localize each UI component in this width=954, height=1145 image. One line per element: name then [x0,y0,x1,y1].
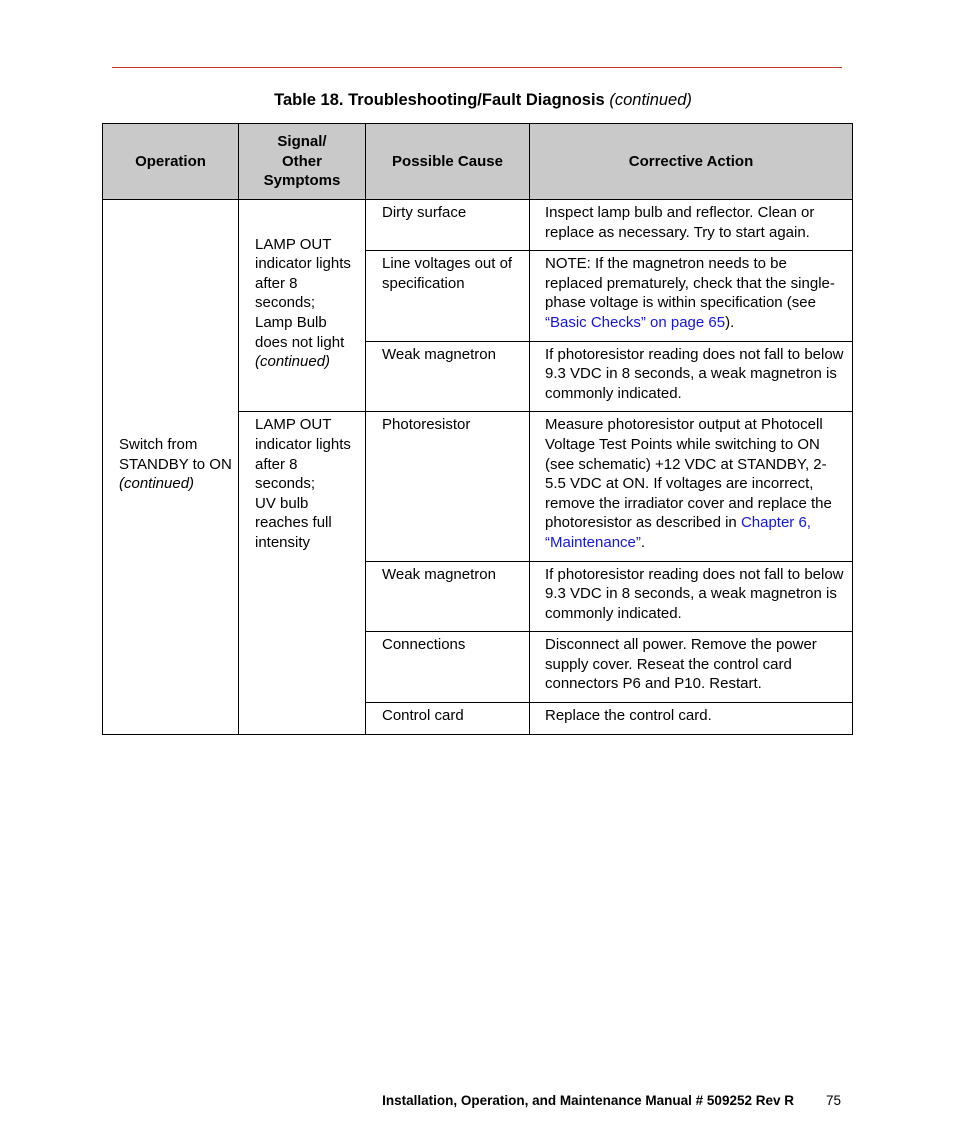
footer-manual-title: Installation, Operation, and Maintenance Manual # 509252 Rev R [382,1093,794,1108]
header-signal-line3: Symptoms [263,172,341,190]
table-header-row [103,124,853,200]
action-text: NOTE: If the magnetron needs to be replaced prematurely, check that the single-phase voltage is within specification (see [545,255,835,312]
symptom-cell-lamp-not-lit [239,200,366,412]
cause-cell: Control card [366,703,530,735]
action-cell [530,251,853,341]
action-cell: Disconnect all power. Remove the power supply cover. Reseat the control card connectors P6 and P10. Restart. [530,632,853,703]
action-cell: Replace the control card. [530,703,853,735]
cause-cell: Connections [366,632,530,703]
table-title-continued: (continued) [609,91,692,109]
action-text-end: ). [725,313,735,331]
cause-cell: Dirty surface [366,200,530,251]
operation-cell [103,200,239,735]
header-signal [239,124,366,200]
symptom-a-continued: (continued) [255,353,331,371]
cause-cell: Photoresistor [366,412,530,561]
header-rule [112,67,842,68]
header-possible-cause: Possible Cause [366,124,530,200]
cause-cell: Weak magnetron [366,341,530,412]
header-signal-line1: Signal/ [277,133,327,151]
action-text: Measure photoresistor output at Photocell Voltage Test Points while switching to ON (see schematic) +12 VDC at STANDBY, 2-5.5 VDC at ON. If voltages are incorrect, remove the irradiator cover and replace the photoresistor as described in [545,416,832,532]
cause-cell: Line voltages out of specification [366,251,530,341]
action-cell [530,412,853,561]
action-cell: Inspect lamp bulb and reflector. Clean or replace as necessary. Try to start again. [530,200,853,251]
symptom-cell-uv-full [239,412,366,734]
symptom-a-line1: LAMP OUT indicator lights after 8 seconds; [255,235,351,312]
basic-checks-link[interactable]: “Basic Checks” on page 65 [545,313,726,331]
cause-cell: Weak magnetron [366,561,530,632]
action-cell: If photoresistor reading does not fall to below 9.3 VDC in 8 seconds, a weak magnetron is commonly indicated. [530,561,853,632]
operation-continued: (continued) [119,475,195,493]
table-title: Table 18. Troubleshooting/Fault Diagnosis [274,91,605,109]
troubleshooting-table [102,123,853,735]
action-text-end: . [640,533,646,551]
operation-text: Switch from STANDBY to ON [119,435,232,473]
action-cell: If photoresistor reading does not fall to below 9.3 VDC in 8 seconds, a weak magnetron is commonly indicated. [530,341,853,412]
chapter-6-maintenance-link[interactable]: Chapter 6, “Maintenance” [545,514,811,551]
symptom-a-line2: Lamp Bulb does not light [255,313,345,351]
header-operation: Operation [103,124,239,200]
symptom-b-line1: LAMP OUT indicator lights after 8 seconds; [255,416,351,493]
symptom-b-line2: UV bulb reaches full intensity [255,494,332,551]
page-number: 75 [826,1093,842,1108]
table-row [103,200,853,251]
header-corrective-action: Corrective Action [530,124,853,200]
header-signal-line2: Other [281,152,322,170]
table-caption [0,91,954,110]
